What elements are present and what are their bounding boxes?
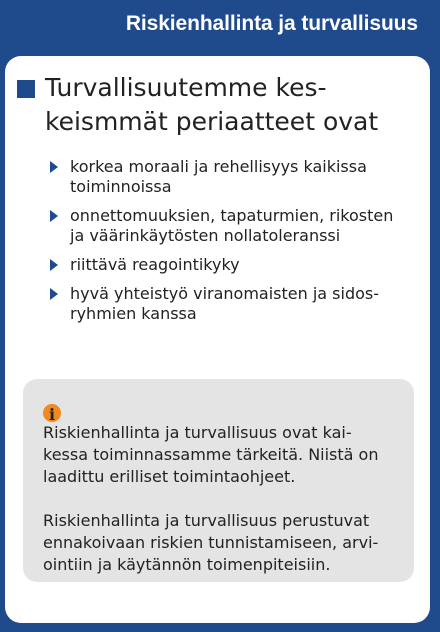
- list-item: [50, 206, 412, 246]
- triangle-bullet-icon: [50, 259, 58, 271]
- square-marker-icon: [17, 80, 35, 98]
- info-first-line: [43, 404, 414, 444]
- triangle-bullet-icon: [50, 161, 58, 173]
- list-item: [50, 157, 412, 197]
- info-line: kessa toiminnassamme tärkeitä. Niistä on: [43, 445, 379, 464]
- heading-text: [45, 71, 378, 139]
- info-paragraph: [43, 510, 414, 576]
- heading-line: Turvallisuutemme kes-: [45, 73, 327, 102]
- triangle-bullet-icon: [50, 288, 58, 300]
- principles-list: [17, 157, 412, 324]
- list-item-line: ja väärinkäytösten nollatoleranssi: [70, 226, 341, 245]
- info-box: [23, 379, 414, 582]
- list-item-line: riittävä reagointikyky: [70, 255, 240, 274]
- content-card: [5, 56, 430, 623]
- list-item-text: [70, 157, 367, 197]
- card-heading: [17, 71, 412, 139]
- info-line: Riskienhallinta ja turvallisuus ovat kai-: [43, 423, 352, 442]
- list-item-line: hyvä yhteistyö viranomaisten ja sidos-: [70, 284, 380, 303]
- info-line: laadittu erilliset toimintaohjeet.: [43, 467, 296, 486]
- section-title: Riskienhallinta ja turvallisuus: [125, 12, 418, 35]
- info-line: Riskienhallinta ja turvallisuus perustuvat: [43, 511, 370, 530]
- list-item-text: [70, 255, 240, 275]
- list-item-text: [70, 206, 393, 246]
- list-item-text: [70, 284, 379, 324]
- list-item-line: ryhmien kanssa: [70, 304, 197, 323]
- info-line: ennakoivaan riskien tunnistamiseen, arvi-: [43, 533, 379, 552]
- list-item-line: toiminnoissa: [70, 177, 172, 196]
- list-item-line: onnettomuuksien, tapaturmien, rikosten: [70, 206, 394, 225]
- heading-line: keismmät periaatteet ovat: [45, 107, 379, 136]
- info-line: ointiin ja käytännön toimenpiteisiin.: [43, 555, 331, 574]
- list-item: [50, 284, 412, 324]
- list-item-line: korkea moraali ja rehellisyys kaikissa: [70, 157, 367, 176]
- info-icon: i: [43, 404, 61, 422]
- triangle-bullet-icon: [50, 210, 58, 222]
- info-paragraph: [43, 404, 414, 488]
- list-item: [50, 255, 412, 275]
